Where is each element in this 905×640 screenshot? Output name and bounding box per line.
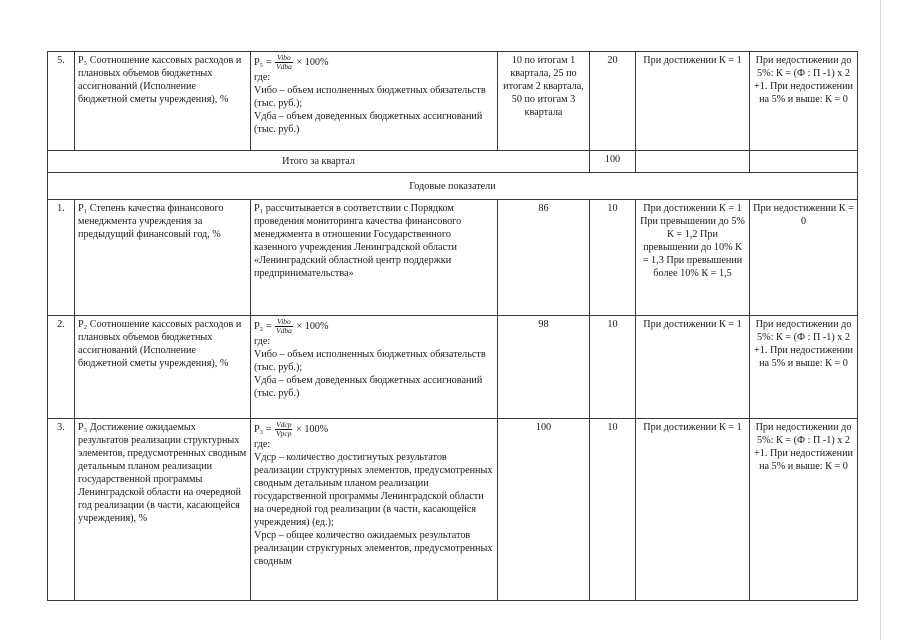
formula-desc: Vдба – объем доведенных бюджетных ассигнований (тыс. руб.) — [254, 111, 483, 135]
fraction-numerator: Vdcp — [276, 420, 292, 429]
formula-fraction — [275, 318, 293, 335]
target-value: 98 — [498, 316, 590, 419]
weight-value: 10 — [590, 419, 636, 601]
formula-where: где: — [254, 439, 271, 450]
achievement-rule: При достижении К = 1 — [636, 52, 750, 151]
formula-rhs: × 100% — [296, 320, 329, 332]
target-value: 10 по итогам 1 квартала, 25 по итогам 2 квартала, 50 по итогам 3 квартала — [498, 52, 590, 151]
indicator-name: P₃ Достижение ожидаемых результатов реализации структурных элементов, предусмотренных сводным детальным планом реализации государственной программы Ленинградской области на очередной год реализации (в части, касающейся учреждения), % — [75, 419, 251, 601]
achievement-rule: При достижении К = 1 — [636, 316, 750, 419]
formula-where: где: — [254, 336, 271, 347]
formula-desc: Vдба – объем доведенных бюджетных ассигнований (тыс. руб.) — [254, 375, 483, 399]
formula-lhs: P₃ = — [254, 423, 272, 435]
failure-rule: При недостижении до 5%: К = (Ф : П -1) х 2 +1. При недостижении на 5% и выше: К = 0 — [750, 419, 858, 601]
indicator-name: P₅ Соотношение кассовых расходов и плановых объемов бюджетных ассигнований (Исполнение бюджетной сметы учреждения), % — [75, 52, 251, 151]
weight-value: 20 — [590, 52, 636, 151]
total-row — [48, 151, 858, 173]
formula-desc: Vрср – общее количество ожидаемых результатов реализации структурных элементов, предусмотренных сводным — [254, 530, 493, 567]
indicator-formula — [251, 52, 498, 151]
formula-fraction — [275, 421, 292, 438]
total-value: 100 — [590, 151, 636, 173]
table-row — [48, 200, 858, 316]
indicator-name: P₁ Степень качества финансового менеджмента учреждения за предыдущий финансовый год, % — [75, 200, 251, 316]
section-row — [48, 173, 858, 200]
empty-cell — [636, 151, 750, 173]
row-number: 1. — [48, 200, 75, 316]
row-number: 3. — [48, 419, 75, 601]
scan-edge-divider — [880, 0, 881, 640]
table-row — [48, 419, 858, 601]
table-row — [48, 316, 858, 419]
empty-cell — [750, 151, 858, 173]
indicator-formula — [251, 419, 498, 601]
fraction-numerator: Vibo — [275, 318, 293, 327]
failure-rule: При недостижении до 5%: К = (Ф : П -1) х 2 +1. При недостижении на 5% и выше: К = 0 — [750, 316, 858, 419]
target-value: 100 — [498, 419, 590, 601]
achievement-rule: При достижении К = 1 — [636, 419, 750, 601]
formula-rhs: × 100% — [296, 423, 329, 435]
failure-rule: При недостижении до 5%: К = (Ф : П -1) х 2 +1. При недостижении на 5% и выше: К = 0 — [750, 52, 858, 151]
weight-value: 10 — [590, 316, 636, 419]
formula-where: где: — [254, 72, 271, 83]
fraction-denominator: Vpcp — [276, 429, 292, 438]
target-value: 86 — [498, 200, 590, 316]
fraction-denominator: Vdba — [276, 326, 292, 335]
achievement-rule: При достижении К = 1 При превышении до 5% К = 1,2 При превышении до 10% К = 1,3 При превышении более 10% К = 1,5 — [636, 200, 750, 316]
fraction-denominator: Vdba — [276, 62, 292, 71]
total-label: Итого за квартал — [48, 151, 590, 173]
section-title: Годовые показатели — [48, 173, 858, 200]
formula-lhs: P₂ = — [254, 320, 272, 332]
failure-rule: При недостижении К = 0 — [750, 200, 858, 316]
formula-rhs: × 100% — [296, 56, 329, 68]
formula-desc: Vибо – объем исполненных бюджетных обязательств (тыс. руб.); — [254, 85, 486, 109]
formula-desc: Vдср – количество достигнутых результатов реализации структурных элементов, предусмотренных сводным детальным планом реализации государственной программы Ленинградской области на очередной год реализации (в части, касающейся учреждения) (ед.); — [254, 452, 493, 528]
row-number: 2. — [48, 316, 75, 419]
weight-value: 10 — [590, 200, 636, 316]
indicators-table — [47, 51, 858, 601]
indicator-formula — [251, 316, 498, 419]
formula-lhs: P₅ = — [254, 56, 272, 68]
formula-fraction — [275, 54, 293, 71]
fraction-numerator: Vibo — [275, 54, 293, 63]
table-row — [48, 52, 858, 151]
indicator-method: P₁ рассчитывается в соответствии с Порядком проведения мониторинга качества финансового менеджмента в отношении Государственного казенного учреждения Ленинградской области «Ленинградский областной центр поддержки предпринимательства» — [251, 200, 498, 316]
formula-desc: Vибо – объем исполненных бюджетных обязательств (тыс. руб.); — [254, 349, 486, 373]
indicator-name: P₂ Соотношение кассовых расходов и плановых объемов бюджетных ассигнований (Исполнение бюджетной сметы учреждения), % — [75, 316, 251, 419]
row-number: 5. — [48, 52, 75, 151]
